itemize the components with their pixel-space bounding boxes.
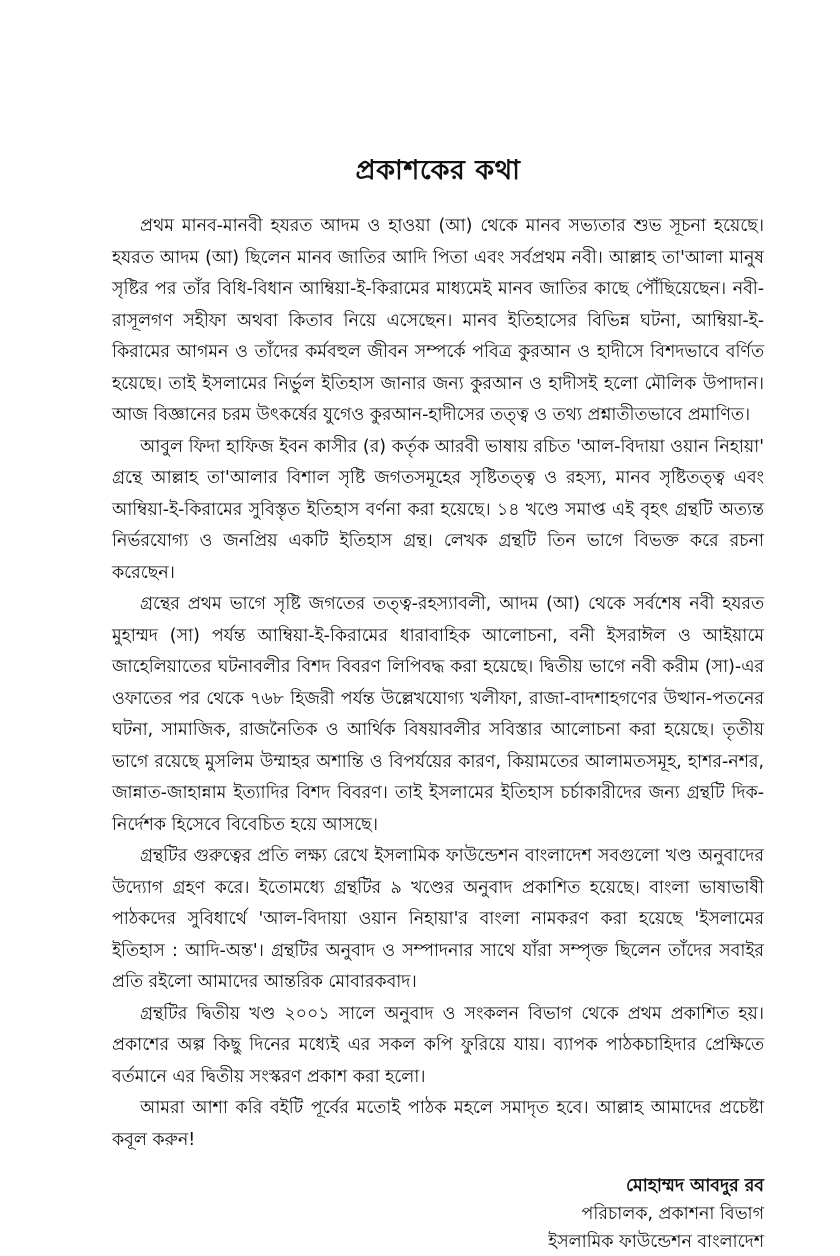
- publisher-note-page: [112, 150, 764, 1256]
- paragraph: আমরা আশা করি বইটি পূর্বের মতোই পাঠক মহলে সমাদৃত হবে। আল্লাহ আমাদের প্রচেষ্টা কবূল করুন!: [112, 1098, 764, 1150]
- signatory-organization: ইসলামিক ফাউন্ডেশন বাংলাদেশ: [548, 1232, 764, 1252]
- paragraph: গ্রন্থটির গুরুত্বের প্রতি লক্ষ্য রেখে ইসলামিক ফাউন্ডেশন বাংলাদেশ সবগুলো খণ্ড অনুবাদের উদ্যোগ গ্রহণ করে। ইতোমধ্যে গ্রন্থটির ৯ খণ্ডের অনুবাদ প্রকাশিত হয়েছে। বাংলা ভাষাভাষী পাঠকদের সুবিধার্থে 'আল-বিদায়া ওয়ান নিহায়া'র বাংলা নামকরণ করা হয়েছে 'ইসলামের ইতিহাস : আদি-অন্ত'। গ্রন্থটির অনুবাদ ও সম্পাদনার সাথে যাঁরা সম্পৃক্ত ছিলেন তাঁদের সবাইর প্রতি রইলো আমাদের আন্তরিক মোবারকবাদ।: [112, 846, 764, 992]
- paragraph: গ্রন্থটির দ্বিতীয় খণ্ড ২০০১ সালে অনুবাদ ও সংকলন বিভাগ থেকে প্রথম প্রকাশিত হয়। প্রকাশের অল্প কিছু দিনের মধ্যেই এর সকল কপি ফুরিয়ে যায়। ব্যাপক পাঠকচাহিদার প্রেক্ষিতে বর্তমানে এর দ্বিতীয় সংস্করণ প্রকাশ করা হলো।: [112, 1003, 764, 1087]
- signature-block: [112, 1172, 764, 1256]
- paragraph: গ্রন্থের প্রথম ভাগে সৃষ্টি জগতের তত্ত্ব-রহস্যাবলী, আদম (আ) থেকে সর্বশেষ নবী হযরত মুহাম্মদ (সা) পর্যন্ত আম্বিয়া-ই-কিরামের ধারাবাহিক আলোচনা, বনী ইসরাঈল ও আইয়ামে জাহেলিয়াতের ঘটনাবলীর বিশদ বিবরণ লিপিবদ্ধ করা হয়েছে। দ্বিতীয় ভাগে নবী করীম (সা)-এর ওফাতের পর থেকে ৭৬৮ হিজরী পর্যন্ত উল্লেখযোগ্য খলীফা, রাজা-বাদশাহগণের উত্থান-পতনের ঘটনা, সামাজিক, রাজনৈতিক ও আর্থিক বিষয়াবলীর সবিস্তার আলোচনা করা হয়েছে। তৃতীয় ভাগে রয়েছে মুসলিম উম্মাহর অশান্তি ও বিপর্যয়ের কারণ, কিয়ামতের আলামতসমূহ, হাশর-নশর, জান্নাত-জাহান্নাম ইত্যাদির বিশদ বিবরণ। তাই ইসলামের ইতিহাস চর্চাকারীদের জন্য গ্রন্থটি দিক-নির্দেশক হিসেবে বিবেচিত হয়ে আসছে।: [112, 594, 764, 835]
- page-title: প্রকাশকের কথা: [355, 155, 521, 186]
- signatory-name: মোহাম্মদ আবদুর রব: [625, 1176, 764, 1196]
- signatory-designation: পরিচালক, প্রকাশনা বিভাগ: [581, 1204, 764, 1224]
- paragraph: আবুল ফিদা হাফিজ ইবন কাসীর (র) কর্তৃক আরবী ভাষায় রচিত 'আল-বিদায়া ওয়ান নিহায়া' গ্রন্থে আল্লাহ তা'আলার বিশাল সৃষ্টি জগতসমূহের সৃষ্টিতত্ত্ব ও রহস্য, মানব সৃষ্টিতত্ত্ব এবং আম্বিয়া-ই-কিরামের সুবিস্তৃত ইতিহাস বর্ণনা করা হয়েছে। ১৪ খণ্ডে সমাপ্ত এই বৃহৎ গ্রন্থটি অত্যন্ত নির্ভরযোগ্য ও জনপ্রিয় একটি ইতিহাস গ্রন্থ। লেখক গ্রন্থটি তিন ভাগে বিভক্ত করে রচনা করেছেন।: [112, 436, 764, 583]
- paragraph: প্রথম মানব-মানবী হযরত আদম ও হাওয়া (আ) থেকে মানব সভ্যতার শুভ সূচনা হয়েছে। হযরত আদম (আ) ছিলেন মানব জাতির আদি পিতা এবং সর্বপ্রথম নবী। আল্লাহ তা'আলা মানুষ সৃষ্টির পর তাঁর বিধি-বিধান আম্বিয়া-ই-কিরামের মাধ্যমেই মানব জাতির কাছে পৌঁছিয়েছেন। নবী-রাসূলগণ সহীফা অথবা কিতাব নিয়ে এসেছেন। মানব ইতিহাসের বিভিন্ন ঘটনা, আম্বিয়া-ই-কিরামের আগমন ও তাঁদের কর্মবহুল জীবন সম্পর্কে পবিত্র কুরআন ও হাদীসে বিশদভাবে বর্ণিত হয়েছে। তাই ইসলামের নির্ভুল ইতিহাস জানার জন্য কুরআন ও হাদীসই হলো মৌলিক উপাদান। আজ বিজ্ঞানের চরম উৎকর্ষের যুগেও কুরআন-হাদীসের তত্ত্ব ও তথ্য প্রশ্নাতীতভাবে প্রমাণিত।: [112, 216, 764, 425]
